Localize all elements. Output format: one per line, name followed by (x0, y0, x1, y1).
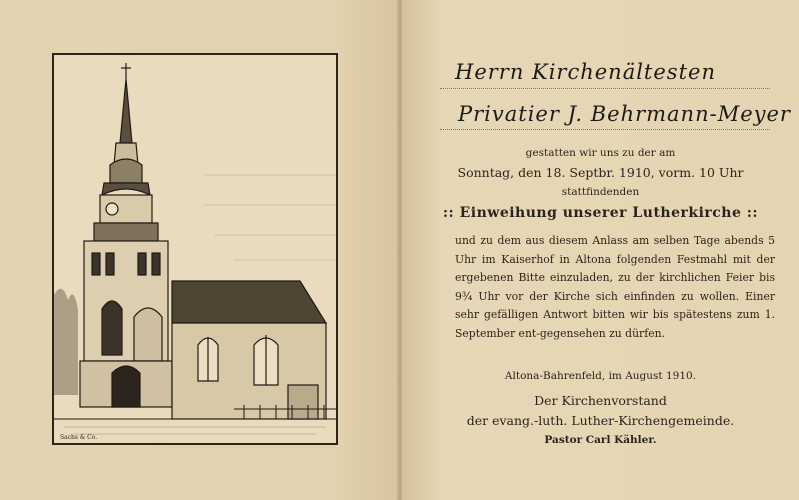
stattfindenden-line: stattfindenden (561, 186, 640, 198)
artist-signature: Sachs & Co. (60, 434, 98, 441)
signature-board: Der Kirchenvorstand (534, 393, 667, 408)
event-title: :: Einweihung unserer Lutherkirche :: (442, 205, 759, 221)
recipient-underline-2 (440, 129, 770, 130)
event-date: Sonntag, den 18. Septbr. 1910, vorm. 10 Uhr (457, 165, 744, 180)
recipient-line-2: Privatier J. Behrmann-Meyer (458, 102, 791, 126)
left-page (0, 0, 398, 500)
recipient-line-1: Herrn Kirchenältesten (455, 60, 716, 84)
place-date: Altona-Bahrenfeld, im August 1910. (504, 370, 697, 382)
body-paragraph: und zu dem aus diesem Anlass am selben Tage abends 5 Uhr im Kaiserhof in Altona folgenden Festmahl mit der ergebenen Bitte einzuladen, zu der kirchlichen Feier bis 9¾ Uhr vor der Kirche sich einfinden zu wollen. Einer sehr gefälligen Antwort bitten wir bis spätestens zum 1. September ent-gegensehen zu dürfen. (455, 234, 775, 340)
intro-line: gestatten wir uns zu der am (525, 147, 676, 159)
signature-congregation: der evang.-luth. Luther-Kirchengemeinde. (466, 413, 735, 428)
church-illustration (52, 53, 338, 445)
church-etching-icon (54, 55, 336, 443)
signature-pastor: Pastor Carl Kähler. (544, 434, 657, 446)
recipient-underline-1 (440, 88, 770, 89)
